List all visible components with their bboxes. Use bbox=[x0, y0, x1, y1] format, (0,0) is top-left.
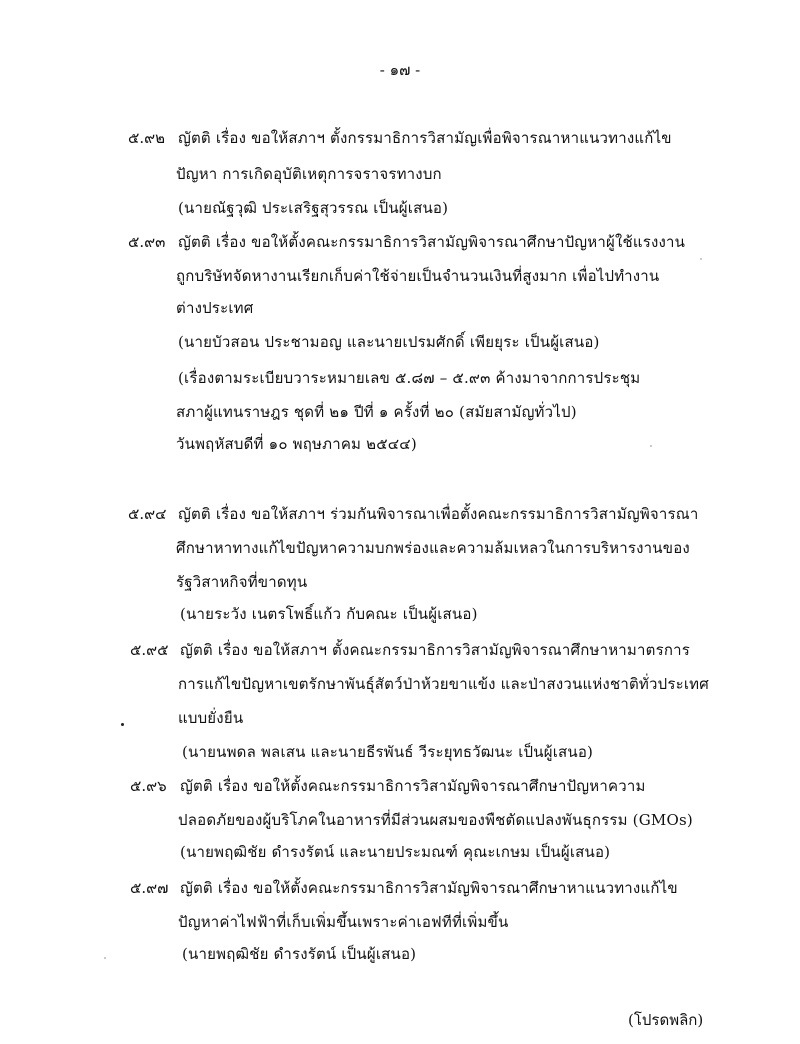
item-line: ถูกบริษัทจัดหางานเรียกเก็บค่าใช้จ่ายเป็นจำนวนเงินที่สูงมาก เพื่อไปทำงาน bbox=[176, 267, 660, 285]
item-number: ๕.๙๔ bbox=[128, 505, 167, 523]
item-number: ๕.๙๗ bbox=[130, 879, 169, 897]
item-line: ญัตติ เรื่อง ขอให้สภาฯ ตั้งกรรมาธิการวิสามัญเพื่อพิจารณาหาแนวทางแก้ไข bbox=[178, 129, 672, 147]
item-line: การแก้ไขปัญหาเขตรักษาพันธุ์สัตว์ป่าห้วยขาแข้ง และป่าสงวนแห่งชาติทั่วประเทศ bbox=[178, 675, 709, 693]
scan-speck bbox=[121, 723, 124, 726]
item-proposer: (นายบัวสอน ประชามอญ และนายเปรมศักดิ์ เพียยุระ เป็นผู้เสนอ) bbox=[178, 333, 600, 351]
item-proposer: (นายระวัง เนตรโพธิ์แก้ว กับคณะ เป็นผู้เสนอ) bbox=[180, 605, 478, 623]
item-line: ญัตติ เรื่อง ขอให้สภาฯ ร่วมกันพิจารณาเพื่อตั้งคณะกรรมาธิการวิสามัญพิจารณา bbox=[178, 505, 699, 523]
item-number: ๕.๙๒ bbox=[128, 129, 165, 147]
item-line: ญัตติ เรื่อง ขอให้ตั้งคณะกรรมาธิการวิสามัญพิจารณาศึกษาปัญหาความ bbox=[180, 777, 646, 795]
note-line: สภาผู้แทนราษฎร ชุดที่ ๒๑ ปีที่ ๑ ครั้งที่ ๒๐ (สมัยสามัญทั่วไป) bbox=[176, 403, 577, 421]
item-line: ต่างประเทศ bbox=[176, 299, 254, 317]
item-line: ศึกษาหาทางแก้ไขปัญหาความบกพร่องและความล้มเหลวในการบริหารงานของ bbox=[176, 539, 690, 557]
note-line: (เรื่องตามระเบียบวาระหมายเลข ๕.๘๗ – ๕.๙๓ ค้างมาจากการประชุม bbox=[178, 369, 641, 387]
note-line: วันพฤหัสบดีที่ ๑๐ พฤษภาคม ๒๕๔๔) bbox=[176, 435, 417, 453]
item-line: ปัญหา การเกิดอุบัติเหตุการจราจรทางบก bbox=[176, 165, 442, 183]
item-line: รัฐวิสาหกิจที่ขาดทุน bbox=[176, 573, 308, 591]
scan-speck bbox=[104, 957, 106, 959]
item-proposer: (นายพฤฒิชัย ดำรงรัตน์ เป็นผู้เสนอ) bbox=[182, 945, 417, 963]
item-line: ปลอดภัยของผู้บริโภคในอาหารที่มีส่วนผสมของพืชตัดแปลงพันธุกรรม (GMOs) bbox=[178, 811, 693, 829]
item-number: ๕.๙๓ bbox=[128, 233, 166, 251]
item-line: ญัตติ เรื่อง ขอให้ตั้งคณะกรรมาธิการวิสามัญพิจารณาศึกษาหาแนวทางแก้ไข bbox=[180, 879, 678, 897]
item-line: ญัตติ เรื่อง ขอให้สภาฯ ตั้งคณะกรรมาธิการวิสามัญพิจารณาศึกษาหามาตรการ bbox=[180, 641, 691, 659]
item-proposer: (นายณัฐวุฒิ ประเสริฐสุวรรณ เป็นผู้เสนอ) bbox=[178, 199, 449, 217]
item-proposer: (นายนพดล พลเสน และนายธีรพันธ์ วีระยุทธวัฒนะ เป็นผู้เสนอ) bbox=[182, 743, 594, 761]
scan-speck bbox=[700, 258, 702, 260]
turn-over-note: (โปรดพลิก) bbox=[628, 1011, 704, 1029]
scan-speck bbox=[650, 445, 652, 447]
item-line: ปัญหาค่าไฟฟ้าที่เก็บเพิ่มขึ้นเพราะค่าเอฟทีที่เพิ่มขึ้น bbox=[178, 913, 509, 931]
item-line: แบบยั่งยืน bbox=[178, 709, 244, 727]
item-line: ญัตติ เรื่อง ขอให้ตั้งคณะกรรมาธิการวิสามัญพิจารณาศึกษาปัญหาผู้ใช้แรงงาน bbox=[178, 233, 686, 251]
page-number: - ๑๗ - bbox=[379, 61, 421, 79]
item-number: ๕.๙๖ bbox=[130, 777, 167, 795]
item-number: ๕.๙๕ bbox=[130, 641, 169, 659]
item-proposer: (นายพฤฒิชัย ดำรงรัตน์ และนายประมณฑ์ คุณะเกษม เป็นผู้เสนอ) bbox=[180, 843, 611, 861]
